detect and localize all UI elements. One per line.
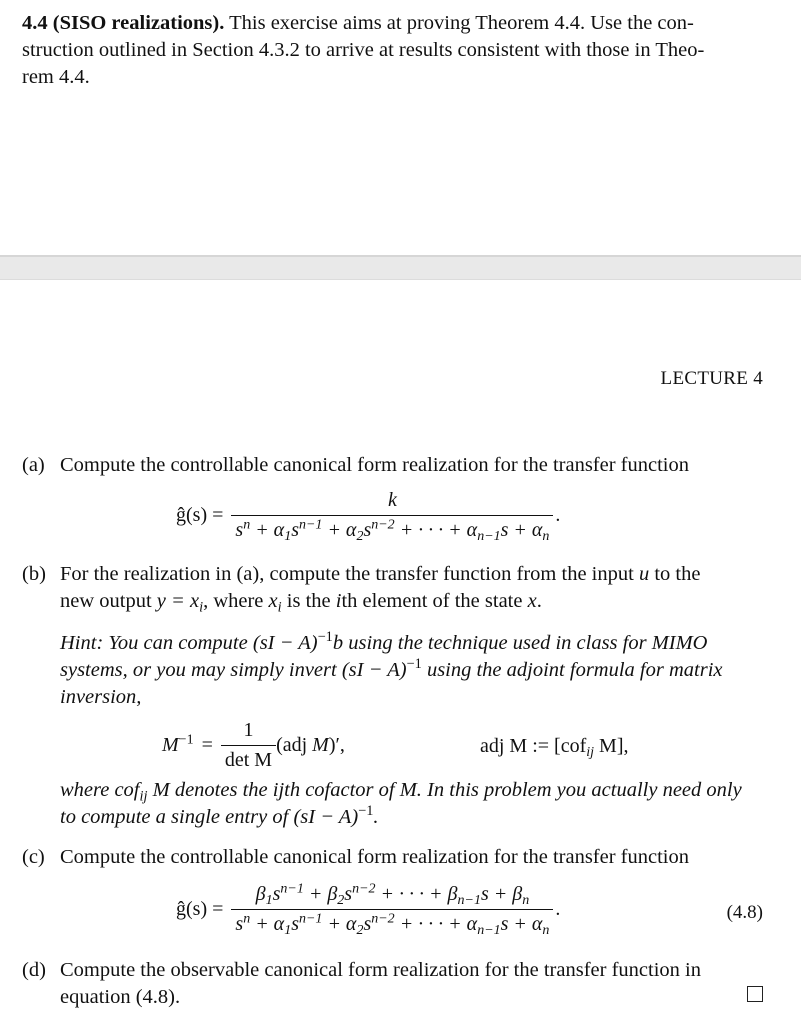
part-b-input-u: u (638, 563, 650, 585)
hint-line1b: using the technique used in class for MIMO (348, 632, 708, 654)
hint-label: Hint: (60, 632, 104, 654)
part-a-text: Compute the controllable canonical form realization for the transfer function (60, 454, 689, 476)
part-b-label: (b) (22, 563, 46, 585)
fraction-a (231, 488, 553, 545)
part-b-where: where cof$_{ij}$ M denotes the ijth cofactor of M. In this problem you actually need only to compute a single entry of (sI − A)$^{-1}$. (60, 779, 742, 828)
where-line2: to compute a single entry of (60, 806, 289, 828)
fraction-a-numerator: k (387, 489, 397, 511)
exercise-intro-3: rem 4.4. (22, 66, 90, 88)
part-b-line2-mid2: is the (286, 590, 331, 612)
part-c-text: Compute the controllable canonical form realization for the transfer function (60, 846, 689, 868)
qed-box-icon (747, 986, 763, 1002)
equation-minv: $M^{-1}$ = $\frac{1}{\text{det M}}$ (adj M)′, (162, 719, 345, 771)
exercise-intro-1: This exercise aims at proving Theorem 4.4. Use the con- (229, 12, 694, 34)
where-line1b: denotes the ijth cofactor of (174, 779, 395, 801)
exercise-intro-2: struction outlined in Section 4.3.2 to arrive at results consistent with those in Theo- (22, 39, 705, 61)
part-b-i: i (335, 590, 342, 612)
hint-line2b: using the adjoint formula for matrix (426, 659, 723, 681)
page-break-divider (0, 255, 801, 280)
part-b-xi: $x_i$ (268, 590, 282, 616)
hint-line3: inversion, (60, 686, 142, 708)
part-d-text (60, 957, 770, 1011)
exercise-number: 4.4 (22, 12, 48, 34)
equation-number: (4.8) (726, 902, 763, 923)
fraction-c-numerator: $\beta_1s^{n-1} + \beta_2s^{n-2}$ + · · · + $\beta_{n-1}s + \beta_n$ (255, 881, 530, 909)
fraction-minv (221, 718, 276, 772)
hint-line1: You can compute (108, 632, 248, 654)
part-a-label: (a) (22, 454, 45, 476)
fraction-c-denominator: $s^n + \alpha_1s^{n-1} + \alpha_2s^{n-2}$ + · · · + $\alpha_{n-1}s + \alpha_n$ (231, 909, 553, 936)
part-b-line1: For the realization in (a), compute the transfer function from the input (60, 563, 634, 585)
hint-line2: systems, or you may simply invert (60, 659, 337, 681)
running-head: LECTURE 4 (660, 368, 763, 389)
adj-definition: adj M := [cof$_{ij}$ M], (480, 735, 629, 761)
part-b-output-expr: $y = x_i$ (156, 590, 204, 616)
part-b-text: For the realization in (a), compute the transfer function from the input u to the new output $y = x_i$, where $x_i$ is the ith element of the state x. (60, 563, 701, 616)
part-b-line2-mid: , where (203, 590, 264, 612)
exercise-header (22, 10, 777, 91)
part-d-line1: Compute the observable canonical form realization for the transfer function in (60, 959, 701, 981)
equation-c: ĝ(s) = $\frac{\beta_1s^{n-1} + \beta_2s^{n-2} + \cdot \cdot \cdot + \beta_{n-1}s + \beta_n}{s^n + \alpha_1s^{n-1} + \alpha_2s^{n-2} + \cdot \cdot \cdot + \alpha_{n-1}s + \alpha_n}$ . (176, 881, 561, 939)
fraction-c (231, 881, 553, 939)
equation-a: ĝ(s) = $\frac{k}{s^n + \alpha_1s^{n-1} + \alpha_2s^{n-2} + \cdot \cdot \cdot + \alpha_{n-1}s + \alpha_n}$ . (176, 489, 561, 545)
part-b-x: x (527, 590, 537, 612)
part-b-line2-start: new output (60, 590, 152, 612)
part-c-label: (c) (22, 846, 45, 868)
ghat-lhs: ĝ(s) = (176, 503, 224, 526)
part-d-line2: equation (4.8). (60, 986, 181, 1008)
part-b-hint: Hint: You can compute (sI − A)$^{-1}$b using the technique used in class for MIMO systems, or you may simply invert (sI − A)$^{-1}$ using the adjoint formula for matrix inversion, (60, 629, 723, 708)
where-line1: where cof (60, 779, 140, 801)
minv-numerator: 1 (243, 719, 254, 741)
part-b-line2-end: th element of the state (341, 590, 523, 612)
part-d-label: (d) (22, 959, 46, 981)
minv-lhs: $M^{-1}$ (162, 731, 194, 756)
exercise-title: (SISO realizations). (52, 12, 225, 34)
part-b-line1-end: to the (654, 563, 701, 585)
where-line1c: . In this problem you actually need only (416, 779, 742, 801)
minv-denominator: det M (221, 745, 276, 772)
fraction-a-denominator: $s^n + \alpha_1s^{n-1} + \alpha_2s^{n-2}$ + · · · + $\alpha_{n-1}s + \alpha_n$ (231, 515, 553, 542)
ghat-lhs-c: ĝ(s) = (176, 897, 224, 920)
